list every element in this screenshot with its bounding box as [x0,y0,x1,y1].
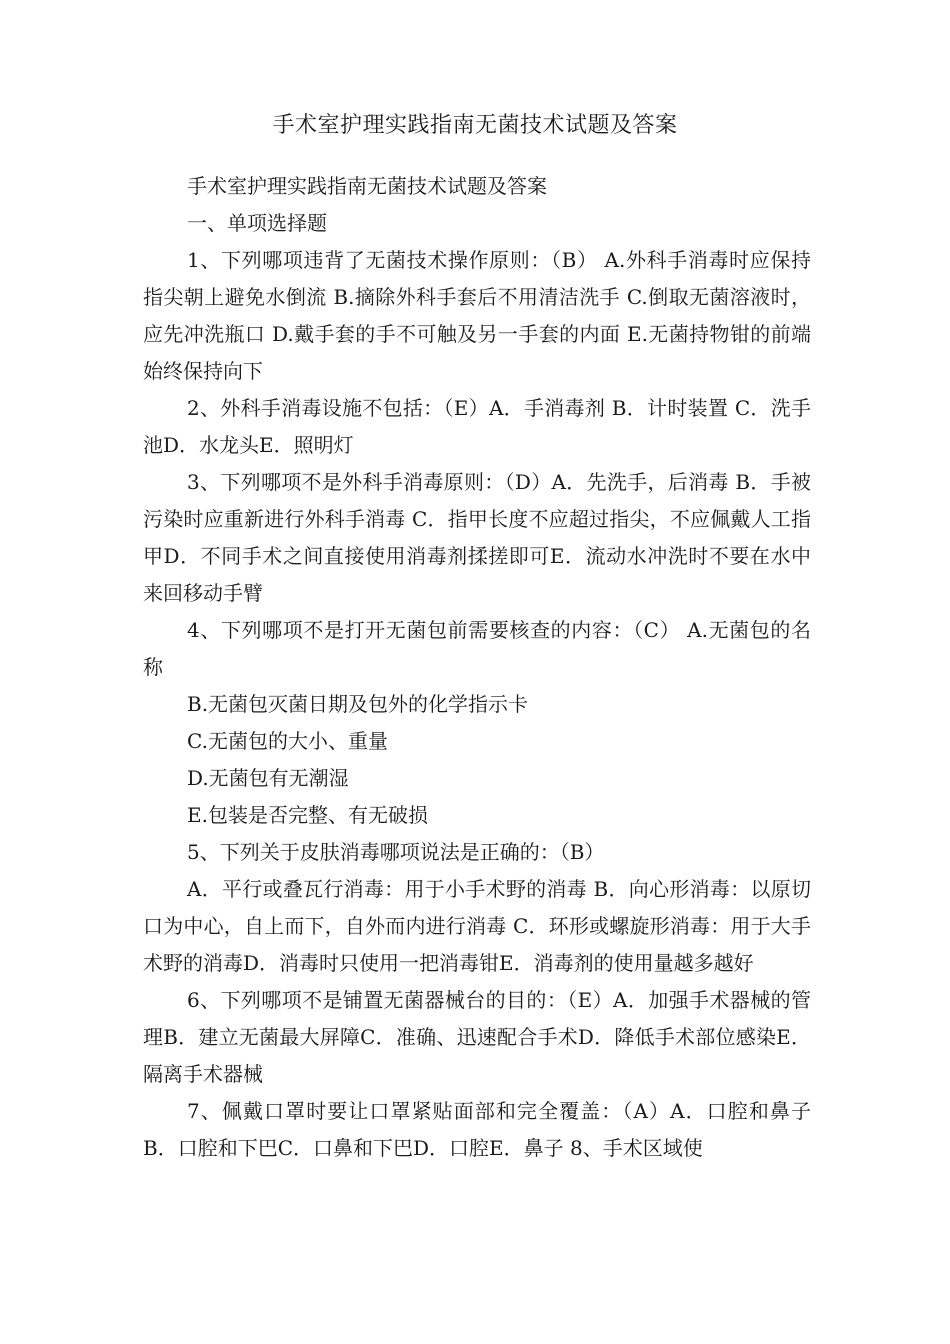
subtitle-paragraph: 手术室护理实践指南无菌技术试题及答案 [187,174,547,198]
question-3: 3、下列哪项不是外科手消毒原则：（D）A．先洗手，后消毒 B．手被污染时应重新进行外科手消毒 C．指甲长度不应超过指尖，不应佩戴人工指甲D．不同手术之间直接使用消毒剂揉搓即可E．流动水冲洗时不要在水中来回移动手臂 [143,470,811,605]
question-4-option-d: D.无菌包有无潮湿 [187,766,349,790]
document-title: 手术室护理实践指南无菌技术试题及答案 [272,113,678,138]
question-5-options: A．平行或叠瓦行消毒：用于小手术野的消毒 B．向心形消毒：以原切口为中心，自上而下，自外而内进行消毒 C．环形或螺旋形消毒：用于大手术野的消毒D．消毒时只使用一把消毒钳E．消毒剂的使用量越多越好 [143,877,811,975]
question-5: 5、下列关于皮肤消毒哪项说法是正确的：（B） [187,840,605,864]
question-7: 7、佩戴口罩时要让口罩紧贴面部和完全覆盖：（A）A．口腔和鼻子B．口腔和下巴C．口鼻和下巴D．口腔E．鼻子 8、手术区域使 [143,1099,811,1160]
question-4: 4、下列哪项不是打开无菌包前需要核查的内容：（C） A.无菌包的名称 [143,618,811,679]
question-4-option-c: C.无菌包的大小、重量 [187,729,388,753]
question-2: 2、外科手消毒设施不包括：（E）A．手消毒剂 B．计时装置 C．洗手池D．水龙头E．照明灯 [143,396,811,457]
section-heading: 一、单项选择题 [187,211,327,235]
question-6: 6、下列哪项不是铺置无菌器械台的目的：（E）A．加强手术器械的管理B．建立无菌最大屏障C．准确、迅速配合手术D．降低手术部位感染E．隔离手术器械 [143,988,811,1086]
question-1: 1、下列哪项违背了无菌技术操作原则：（B） A.外科手消毒时应保持指尖朝上避免水倒流 B.摘除外科手套后不用清洁洗手 C.倒取无菌溶液时，应先冲洗瓶口 D.戴手套的手不可触及另一手套的内面 E.无菌持物钳的前端始终保持向下 [143,248,811,383]
question-4-option-e: E.包装是否完整、有无破损 [187,803,428,827]
document-body [143,168,811,1167]
question-4-option-b: B.无菌包灭菌日期及包外的化学指示卡 [187,692,529,716]
